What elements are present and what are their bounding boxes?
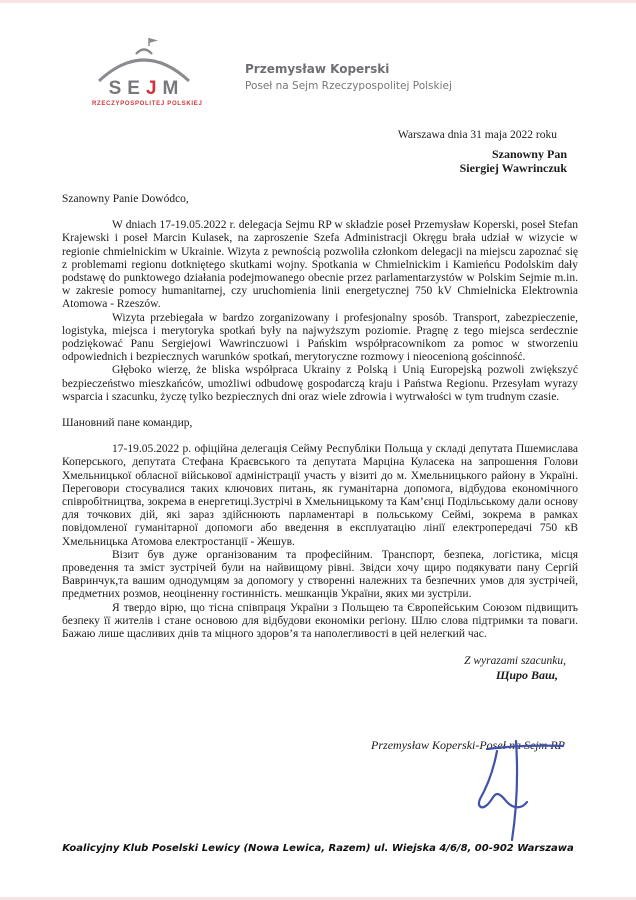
footer-address: Koalicyjny Klub Poselski Lewicy (Nowa Lewica, Razem) ul. Wiejska 4/6/8, 00-902 Warszawa bbox=[62, 843, 574, 854]
dateline: Warszawa dnia 31 maja 2022 roku bbox=[397, 129, 557, 141]
logo-word-right: M bbox=[162, 78, 185, 99]
paragraph-uk-2: Візит був дуже організованим та професійним. Транспорт, безпека, логістика, місця проведення та зміст зустрічей були на найвищому рівні. Звідси хочу щиро подякувати пану Сергій Вавринчук,та вашим однодумцям за допомогу у створенні належних та безпечних умов для зустрічей, предметних розмов, неоціненну гостинність. мешканців України, яких ми зустріли. bbox=[62, 548, 578, 601]
addressee-honorific: Szanowny Pan bbox=[491, 147, 567, 161]
salutation-uk: Шановний пане командир, bbox=[62, 417, 193, 430]
closing-regards-pl: Z wyrazami szacunku, bbox=[464, 655, 566, 668]
letter-content bbox=[62, 128, 578, 752]
addressee-block bbox=[62, 147, 578, 175]
paragraph-pl-3: Głęboko wierzę, że bliska współpraca Ukrainy z Polską i Unią Europejską pozwoli zwiększyć bezpieczeństwo mieszkańców, umożliwi odbudowę gospodarczą kraju i Państwa Regionu. Przesyłam wyrazy wsparcia i szacunku, życzę tylko bezpiecznych dni oraz wiele zdrowia i wytrwałości w tym trudnym czasie. bbox=[62, 364, 578, 403]
paragraph-uk-1: 17-19.05.2022 р. офіційна делегація Сейму Республіки Польща у складі депутата Пшемислава Коперського, депутата Стефана Краєвського та депутата Марціна Куласека на запрошення Голови Хмельницької обласної військової адміністрації участь у візиті до м. Хмельницького району в Україні. Переговори стосувалися таких ключових питань, як гуманітарна допомога, відбудова економічного співробітництва, зокрема в енергетиці.Зустрічі в Хмельницькому та Кам’єнці Подільському дали основу для точкових дій, які зараз здійснюють парламентарі в польському Сеймі, зокрема в рамках повідомленої гуманітарної допомоги або введення в експлуатацію лінії електропередачі 750 кВ Хмельницька Атомова електростанції - Жешув. bbox=[62, 443, 578, 548]
logo-subtitle: RZECZYPOSPOLITEJ POLSKIEJ bbox=[92, 101, 203, 107]
sender-name: Przemysław Koperski bbox=[245, 62, 390, 76]
logo-wordmark bbox=[92, 80, 196, 98]
dome-icon bbox=[94, 36, 194, 82]
logo-word-j: J bbox=[145, 78, 163, 99]
sejm-logo bbox=[92, 36, 203, 107]
paragraph-uk-3: Я твердо вірю, що тісна співпраця України з Польщею та Європейським Союзом підвищить безпеку її жителів і стане основою для відбудови економіки регіону. Шлю слова підтримки та поваги. Бажаю лише щасливих днів та міцного здоров’я та наполегливості в цей нелегкий час. bbox=[62, 601, 578, 641]
signed-name: Przemysław Koperski-Poseł na Sejm RP bbox=[371, 738, 565, 753]
salutation-pl: Szanowny Panie Dowódco, bbox=[62, 193, 189, 205]
logo-word-left: SE bbox=[108, 78, 146, 99]
paragraph-pl-2: Wizyta przebiegała w bardzo zorganizowany i profesjonalny sposób. Transport, zabezpieczenie, logistyka, miejsca i merytoryka spotkań były na najwyższym poziomie. Pragnę z tego miejsca serdecznie podziękować Panu Sergiejowi Wawrinczuowi i Pańskim współpracownikom za pomoc w stworzeniu odpowiednich i bezpiecznych warunków spotkań, merytoryczne rozmowy i nieocenioną gościnność. bbox=[62, 311, 578, 364]
closing-regards-uk: Щиро Ваш, bbox=[495, 667, 558, 682]
addressee-name: Siergiej Wawrinczuk bbox=[459, 161, 567, 175]
closing-block bbox=[62, 655, 578, 682]
sender-title: Poseł na Sejm Rzeczypospolitej Polskiej bbox=[245, 80, 452, 92]
paragraph-pl-1: W dniach 17-19.05.2022 r. delegacja Sejmu RP w składzie poseł Przemysław Koperski, poseł Stefan Krajewski i poseł Marcin Kulasek, na zaproszenie Szefa Administracji Okręgu brała udział w wizycie w regionie chmielnickim w Ukrainie. Wizyta z pewnością pozwoliła członkom delegacji na miejscu zapoznać się z problemami regionu dotkniętego skutkami wojny. Spotkania w Chmielnickim i Kamieńcu Podolskim dały podstawę do punktowego działania podejmowanego obecnie przez parlamentarzystów w Polskim Sejmie m.in. w zakresie pomocy humanitarnej, czy uruchomienia linii energetycznej 750 kV Chmielnicka Elektrownia Atomowa - Rzeszów. bbox=[62, 219, 578, 311]
sender-block bbox=[245, 61, 452, 94]
scan-edge-top bbox=[0, 0, 636, 3]
